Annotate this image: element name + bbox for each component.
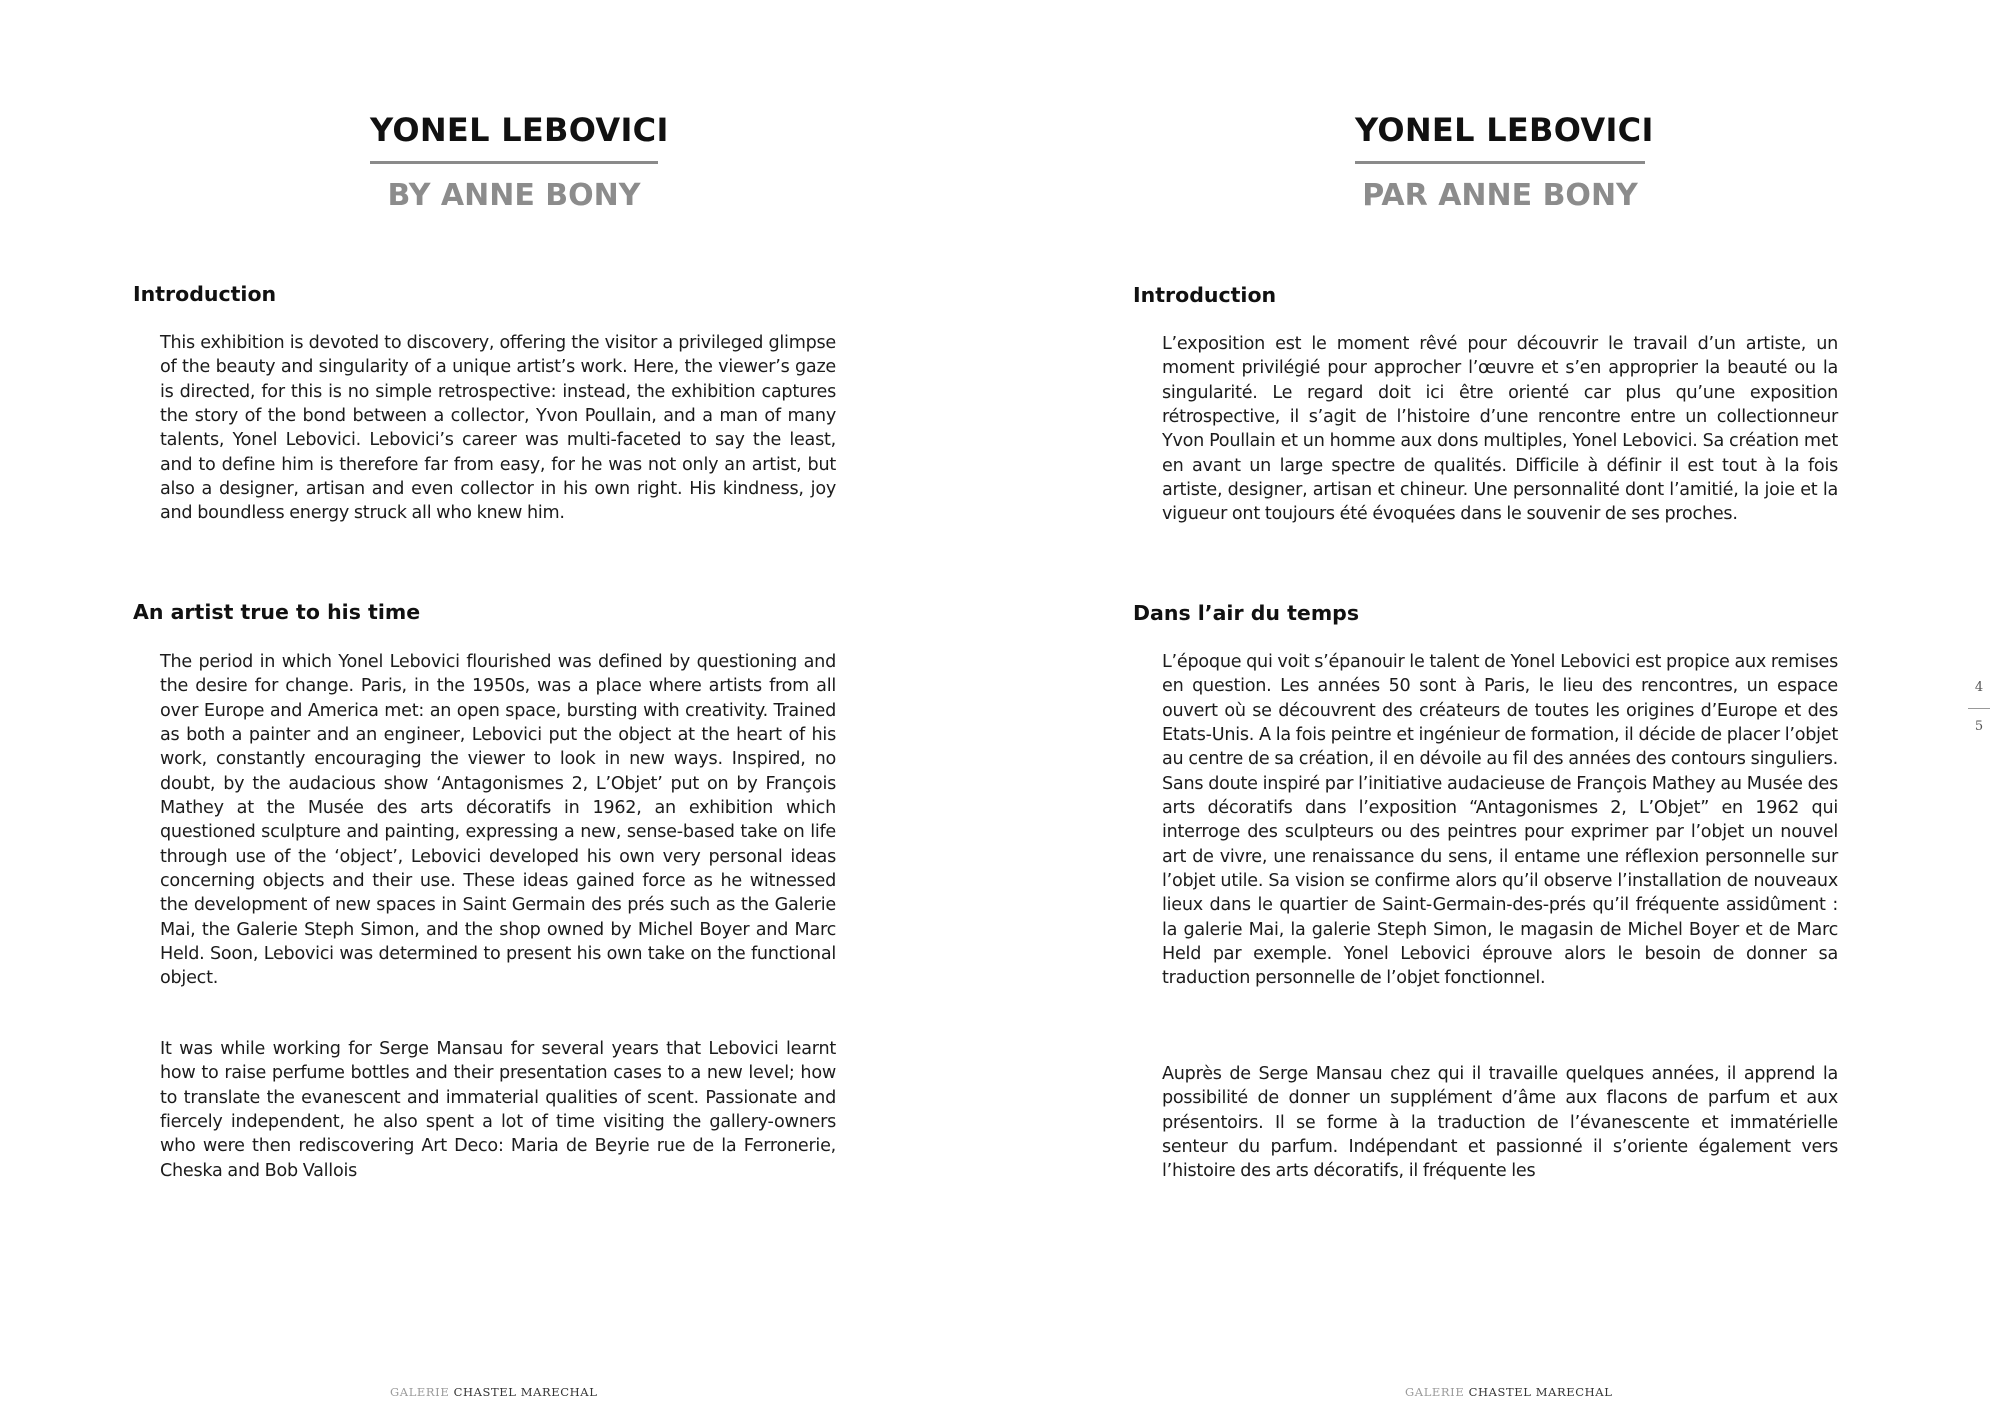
section-heading-introduction: Introduction — [1133, 283, 1277, 307]
title-rule — [1355, 161, 1645, 164]
page-subtitle: PAR ANNE BONY — [1362, 178, 1638, 213]
page-title: YONEL LEBOVICI — [370, 111, 669, 149]
footer-light: GALERIE — [390, 1385, 454, 1399]
paragraph-mansau: It was while working for Serge Mansau for several years that Lebovici learnt how to raise perfume bottles and their presentation cases to a new level; how to translate the evanescent and immaterial qualities of scent. Passionate and fiercely independent, he also spent a lot of time visiting the gallery-owners who were then rediscovering Art Deco: Maria de Beyrie rue de la Ferronerie, Cheska and Bob Vallois — [160, 1039, 836, 1181]
footer-dark: CHASTEL MARECHAL — [453, 1385, 598, 1399]
page-numbers — [1968, 680, 1990, 735]
title-rule — [370, 161, 658, 164]
right-page — [1000, 0, 2000, 1414]
footer-light: GALERIE — [1405, 1385, 1469, 1399]
paragraph-period: The period in which Yonel Lebovici flourished was defined by questioning and the desire for change. Paris, in the 1950s, was a place where artists from all over Europe and America met: an open space, bursting with creativity. Trained as both a painter and an engineer, Lebovici put the object at the heart of his work, constantly encouraging the viewer to look in new ways. Inspired, no doubt, by the audacious show ‘Antagonismes 2, L’Objet’ put on by François Mathey at the Musée des arts décoratifs in 1962, an exhibition which questioned sculpture and painting, expressing a new, sense-based take on life through use of the ‘object’, Lebovici developed his own very personal ideas concerning objects and their use. These ideas gained force as he witnessed the development of new spaces in Saint Germain des prés such as the Galerie Mai, the Galerie Steph Simon, and the shop owned by Michel Boyer and Marc Held. Soon, Lebovici was determined to present his own take on the functional object. — [160, 652, 836, 989]
page-number-divider — [1968, 708, 1990, 709]
page-number-left: 4 — [1974, 680, 1984, 695]
section-heading-artist-true: An artist true to his time — [133, 600, 421, 624]
footer-dark: CHASTEL MARECHAL — [1468, 1385, 1613, 1399]
paragraph-introduction: L’exposition est le moment rêvé pour découvrir le travail d’un artiste, un moment privilégié pour approcher l’œuvre et s’en approprier la beauté ou la singularité. Le regard doit ici être orienté car plus qu’une exposition rétrospective, il s’agit de l’histoire d’une rencontre entre un collectionneur Yvon Poullain et un homme aux dons multiples, Yonel Lebovici. Sa création met en avant un large spectre de qualités. Difficile à définir il est tout à la fois artiste, designer, artisan et chineur. Une personnalité dont l’amitié, la joie et la vigueur ont toujours été évoquées dans le souvenir de ses proches. — [1162, 334, 1838, 525]
title-block — [1355, 105, 1654, 216]
title-block — [370, 105, 669, 216]
section-heading-air-du-temps: Dans l’air du temps — [1133, 601, 1360, 625]
paragraph-introduction: This exhibition is devoted to discovery, offering the visitor a privileged glimpse of the beauty and singularity of a unique artist’s work. Here, the viewer’s gaze is directed, for this is no simple retrospective: instead, the exhibition captures the story of the bond between a collector, Yvon Poullain, and a man of many talents, Yonel Lebovici. Lebovici’s career was multi-faceted to say the least, and to define him is therefore far from easy, for he was not only an artist, but also a designer, artisan and even collector in his own right. His kindness, joy and boundless energy struck all who knew him. — [160, 333, 836, 524]
footer-gallery — [390, 1385, 597, 1399]
page-number-right: 5 — [1974, 719, 1984, 734]
page-subtitle: BY ANNE BONY — [387, 178, 641, 213]
section-heading-introduction: Introduction — [133, 282, 277, 306]
footer-gallery — [1405, 1385, 1612, 1399]
paragraph-mansau: Auprès de Serge Mansau chez qui il travaille quelques années, il apprend la possibilité de donner un supplément d’âme aux flacons de parfum et aux présentoirs. Il se forme à la traduction de l’évanescente et immatérielle senteur du parfum. Indépendant et passionné il s’oriente également vers l’histoire des arts décoratifs, il fréquente les — [1162, 1064, 1838, 1182]
page-title: YONEL LEBOVICI — [1355, 111, 1654, 149]
paragraph-epoque: L’époque qui voit s’épanouir le talent de Yonel Lebovici est propice aux remises en question. Les années 50 sont à Paris, le lieu des rencontres, un espace ouvert où se découvrent des créateurs de toutes les origines d’Europe et des Etats-Unis. A la fois peintre et ingénieur de formation, il décide de placer l’objet au centre de sa création, il en dévoile au fil des années des contours singuliers. Sans doute inspiré par l’initiative audacieuse de François Mathey au Musée des arts décoratifs dans l’exposition “Antagonismes 2, L’Objet” en 1962 qui interroge des sculpteurs ou des peintres pour exprimer par l’objet un nouvel art de vivre, une renaissance du sens, il entame une réflexion personnelle sur l’objet utile. Sa vision se confirme alors qu’il observe l’installation de nouveaux lieux dans le quartier de Saint-Germain-des-prés qu’il fréquente assidûment : la galerie Mai, la galerie Steph Simon, le magasin de Michel Boyer et de Marc Held par exemple. Yonel Lebovici éprouve alors le besoin de donner sa traduction personnelle de l’objet fonctionnel. — [1162, 652, 1839, 989]
